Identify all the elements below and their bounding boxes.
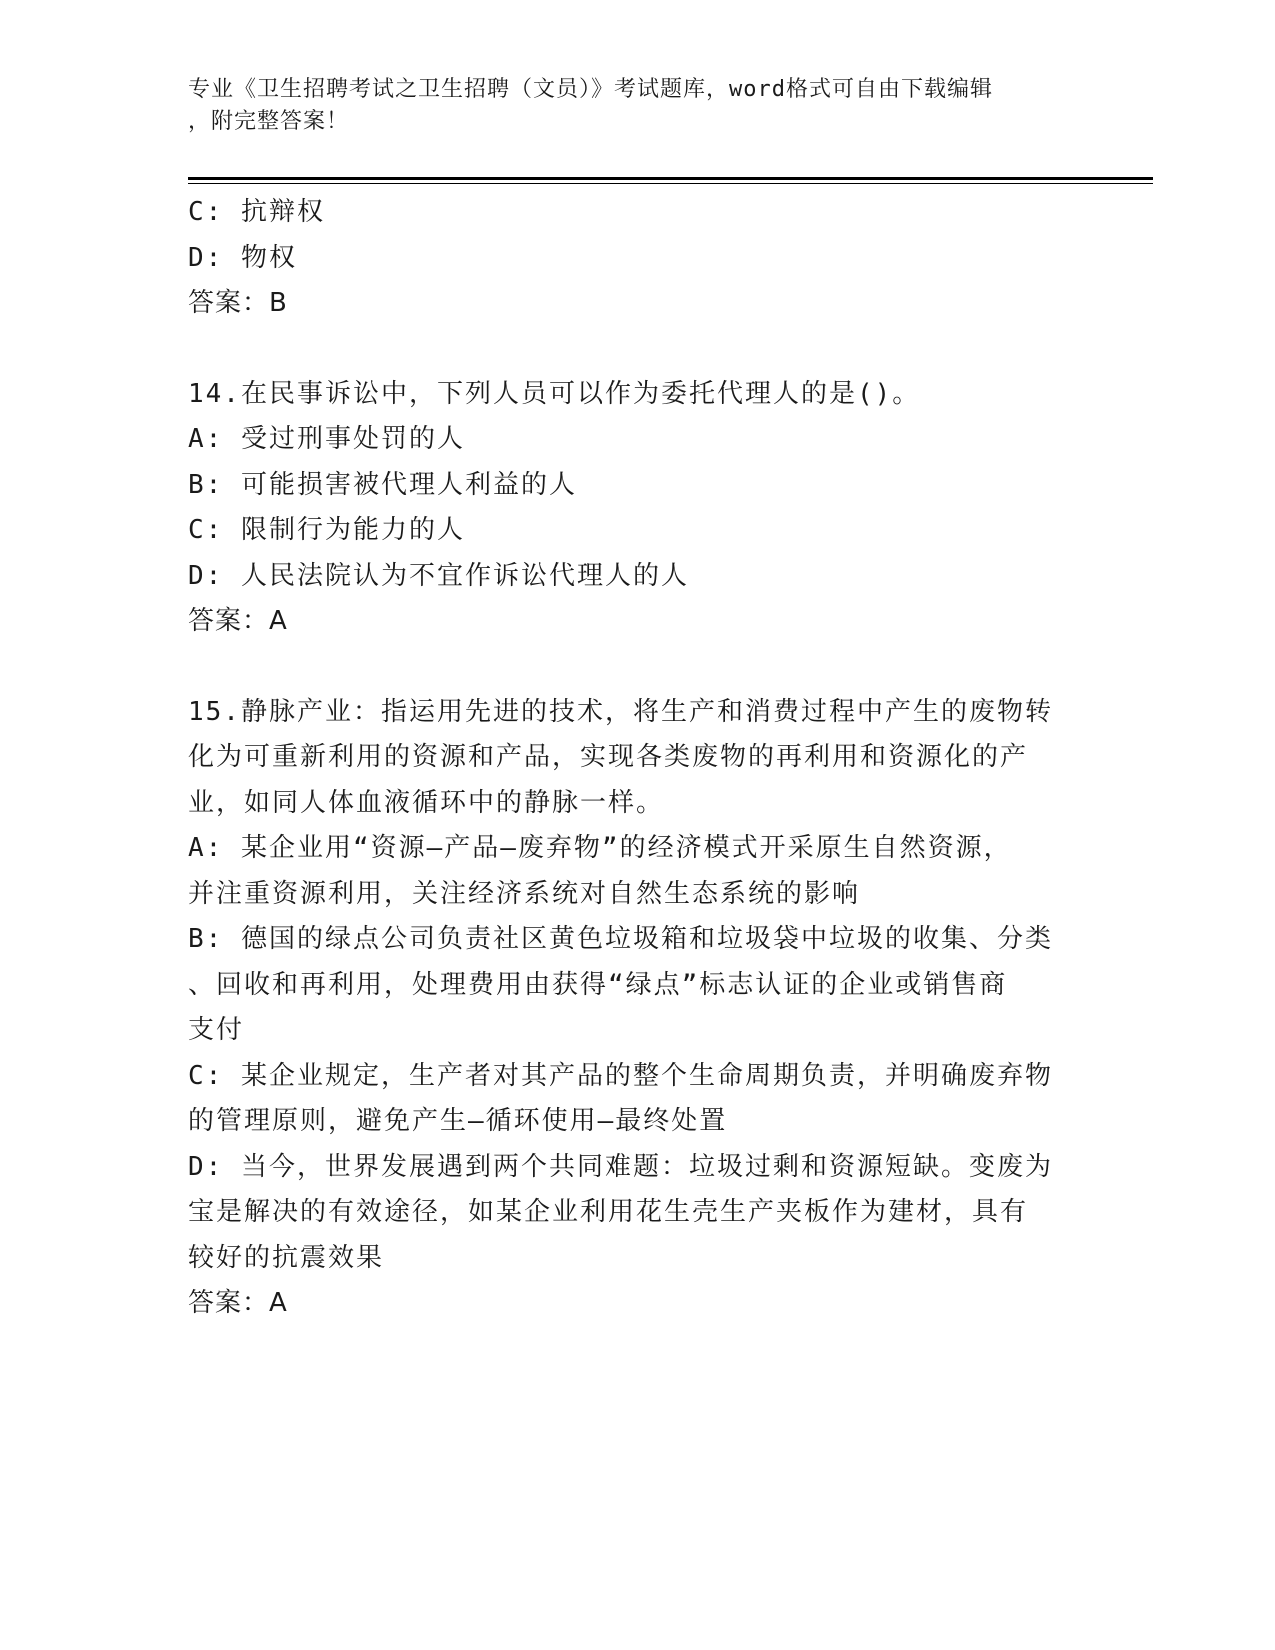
- option-a-line-2: 并注重资源利用，关注经济系统对自然生态系统的影响: [188, 878, 861, 909]
- option-c: C: 限制行为能力的人: [188, 515, 465, 545]
- header-line-1: 专业《卫生招聘考试之卫生招聘（文员）》考试题库，word格式可自由下载编辑: [188, 77, 993, 102]
- question-14: [188, 372, 1068, 645]
- answer-line: 答案：B: [188, 288, 288, 318]
- option-d-line-2: 宝是解决的有效途径，如某企业利用花生壳生产夹板作为建材，具有: [188, 1197, 1029, 1227]
- header-rule-thick: [188, 177, 1153, 180]
- header-rule-thin: [188, 183, 1153, 184]
- option-d: D: 物权: [188, 242, 297, 273]
- answer-line: 答案：A: [188, 1288, 288, 1318]
- question-stem-line-3: 业，如同人体血液循环中的静脉一样。: [188, 787, 665, 818]
- option-c-line-1: C: 某企业规定，生产者对其产品的整个生命周期负责，并明确废弃物: [188, 1060, 1053, 1091]
- prev-question-tail: [188, 190, 1068, 327]
- question-stem-line-1: 15.静脉产业：指运用先进的技术，将生产和消费过程中产生的废物转: [188, 696, 1053, 727]
- option-d: D: 人民法院认为不宜作诉讼代理人的人: [188, 560, 689, 591]
- question-15: [188, 690, 1068, 1327]
- question-stem-line-2: 化为可重新利用的资源和产品，实现各类废物的再利用和资源化的产: [188, 742, 1029, 772]
- option-a: A: 受过刑事处罚的人: [188, 424, 465, 454]
- option-d-line-1: D: 当今，世界发展遇到两个共同难题：垃圾过剩和资源短缺。变废为: [188, 1151, 1053, 1182]
- option-d-line-3: 较好的抗震效果: [188, 1242, 385, 1273]
- option-c-line-2: 的管理原则，避免产生—循环使用—最终处置: [188, 1106, 728, 1136]
- option-b-line-3: 支付: [188, 1015, 245, 1045]
- option-a-line-1: A: 某企业用“资源—产品—废弃物”的经济模式开采原生自然资源，: [188, 833, 1012, 863]
- option-b-line-1: B: 德国的绿点公司负责社区黄色垃圾箱和垃圾袋中垃圾的收集、分类: [188, 924, 1053, 954]
- question-content: [188, 190, 1068, 1327]
- option-b-line-2: 、回收和再利用，处理费用由获得“绿点”标志认证的企业或销售商: [188, 969, 1008, 1000]
- answer-line: 答案：A: [188, 606, 288, 636]
- option-b: B: 可能损害被代理人利益的人: [188, 469, 577, 500]
- question-stem: 14.在民事诉讼中，下列人员可以作为委托代理人的是()。: [188, 378, 921, 409]
- header-line-2: ，附完整答案！: [188, 109, 350, 134]
- option-c: C: 抗辩权: [188, 197, 325, 227]
- page-header: [188, 74, 1068, 138]
